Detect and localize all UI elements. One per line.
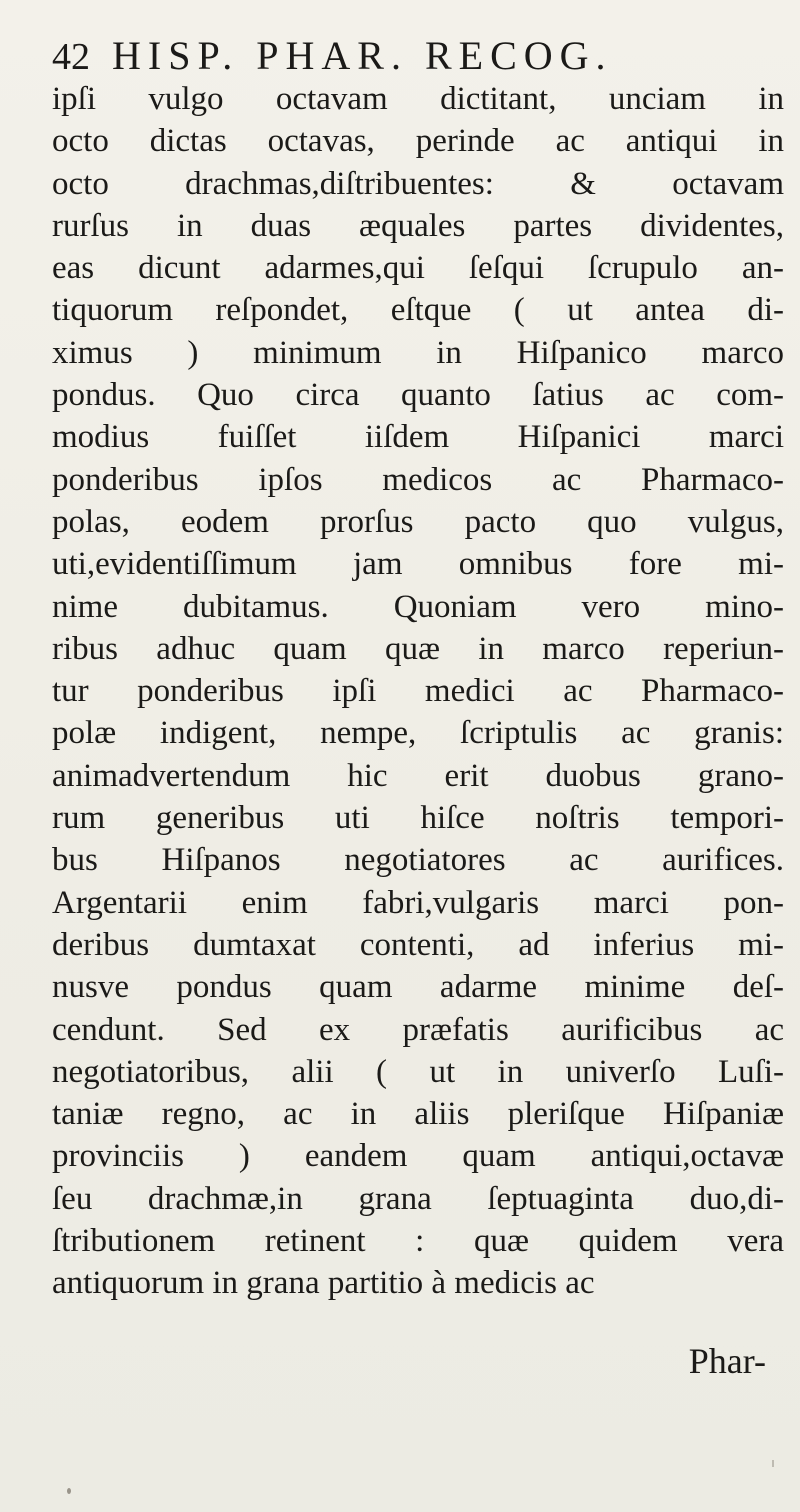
text-line: provinciis ) eandem quam antiqui,octavæ [52,1138,784,1175]
text-line: ponderibus ipſos medicos ac Pharmaco- [52,461,784,498]
text-line: nusve pondus quam adarme minime deſ- [52,969,784,1006]
running-title: HISP. PHAR. RECOG. [112,33,613,78]
text-line: octo dictas octavas, perinde ac antiqui in [52,123,784,160]
text-line: polas, eodem prorſus pacto quo vulgus, [52,503,784,540]
body-text [52,78,784,1305]
text-line: deribus dumtaxat contenti, ad inferius mi- [52,926,784,963]
text-line: polæ indigent, nempe, ſcriptulis ac granis: [52,715,784,752]
text-line: ſeu drachmæ,in grana ſeptuaginta duo,di- [52,1180,784,1217]
text-line: eas dicunt adarmes,qui ſeſqui ſcrupulo an- [52,250,784,287]
text-line: taniæ regno, ac in aliis pleriſque Hiſpaniæ [52,1096,784,1133]
text-line: uti,evidentiſſimum jam omnibus fore mi- [52,546,784,583]
text-line: octo drachmas,diſtribuentes: & octavam [52,165,784,202]
text-line: antiquorum in grana partitio à medicis ac [52,1265,595,1302]
text-line: ſtributionem retinent : quæ quidem vera [52,1223,784,1260]
text-line: tur ponderibus ipſi medici ac Pharmaco- [52,673,784,710]
page-number: 42 [52,36,90,78]
catchword: Phar- [688,1341,766,1381]
text-line: rurſus in duas æquales partes dividentes, [52,207,784,244]
text-line: nime dubitamus. Quoniam vero mino- [52,588,784,625]
ink-speck [772,1460,774,1467]
text-line: animadvertendum hic erit duobus grano- [52,757,784,794]
text-line: Argentarii enim fabri,vulgaris marci pon- [52,884,784,921]
text-line: cendunt. Sed ex præfatis aurificibus ac [52,1011,784,1048]
text-line: ximus ) minimum in Hiſpanico marco [52,334,784,371]
ink-speck [67,1488,71,1494]
text-line: bus Hiſpanos negotiatores ac aurifices. [52,842,784,879]
text-line: ipſi vulgo octavam dictitant, unciam in [52,81,784,117]
text-line: pondus. Quo circa quanto ſatius ac com- [52,377,784,414]
text-line: modius fuiſſet iiſdem Hiſpanici marci [52,419,784,456]
text-line: rum generibus uti hiſce noſtris tempori- [52,800,784,837]
text-line: ribus adhuc quam quæ in marco reperiun- [52,630,784,667]
text-line: negotiatoribus, alii ( ut in univerſo Luſi- [52,1053,784,1090]
text-line: tiquorum reſpondet, eſtque ( ut antea di- [52,292,784,329]
